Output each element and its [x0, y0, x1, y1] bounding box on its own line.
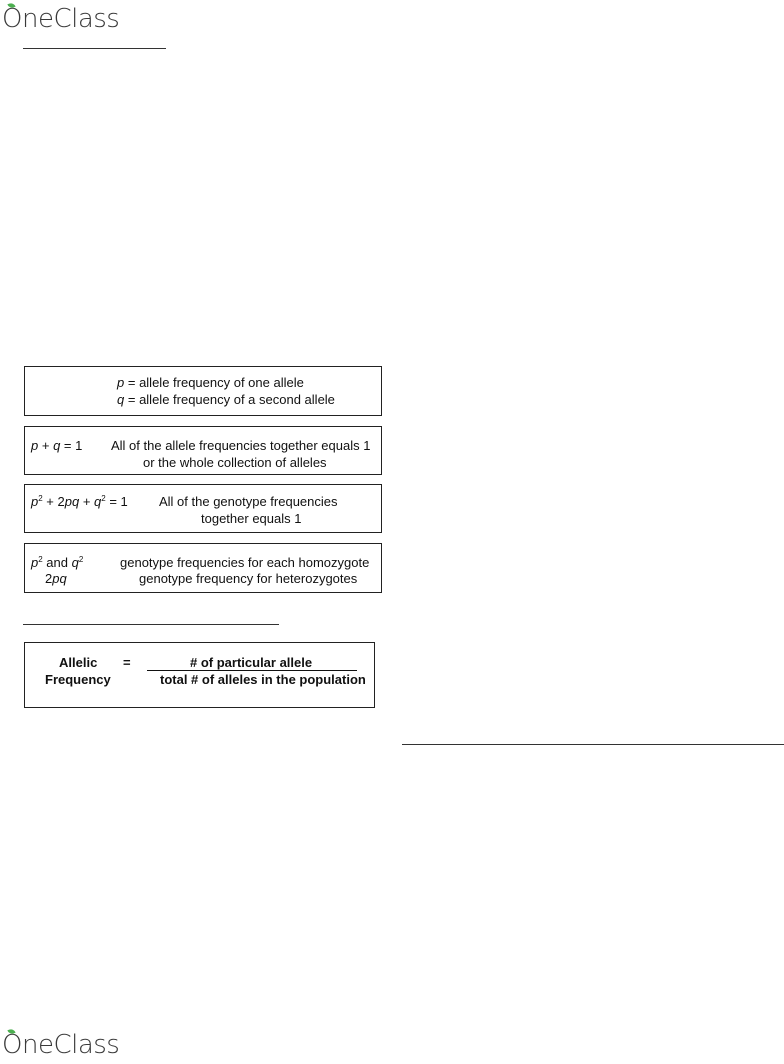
allele-sum-equation: p + q = 1 [31, 438, 83, 453]
allele-sum-line1: All of the allele frequencies together equals 1 [111, 438, 371, 453]
definition-p [117, 375, 304, 391]
heterozygote-term: 2pq [45, 571, 67, 586]
oneclass-logo [0, 4, 140, 38]
logo-text: OneClass [2, 4, 120, 34]
genotype-sum-line2: together equals 1 [201, 511, 302, 526]
section-rule [23, 624, 279, 625]
definition-q [117, 392, 335, 408]
allelic-frequency-formula-box [24, 642, 375, 708]
header-rule [23, 48, 166, 49]
logo-text-footer: OneClass [2, 1030, 120, 1060]
genotype-sum-box [24, 484, 382, 533]
formula-denominator: total # of alleles in the population [160, 672, 366, 687]
right-column-rule [402, 744, 784, 745]
formula-label-line2: Frequency [45, 672, 111, 687]
definition-q-text: = allele frequency of a second allele [127, 392, 335, 407]
homozygote-term: $p^2$ and $q^2$ [31, 555, 84, 570]
var-p: p [117, 375, 125, 390]
allele-sum-line2: or the whole collection of alleles [143, 455, 327, 470]
allele-sum-box [24, 426, 382, 475]
formula-equals: = [123, 655, 131, 670]
var-q: q [117, 392, 125, 407]
formula-numerator: # of particular allele [190, 655, 313, 670]
heterozygote-desc: genotype frequency for heterozygotes [139, 571, 358, 586]
homozygote-desc: genotype frequencies for each homozygote [120, 555, 370, 570]
formula-label-line1: Allelic [59, 655, 98, 670]
definition-p-text: = allele frequency of one allele [127, 375, 304, 390]
genotype-sum-equation: $p^2 + 2pq + q^2 = 1$ [31, 494, 128, 509]
definition-box-p-q [24, 366, 382, 416]
genotype-terms-box [24, 543, 382, 593]
fraction-bar [147, 670, 357, 671]
genotype-sum-line1: All of the genotype frequencies [159, 494, 338, 509]
